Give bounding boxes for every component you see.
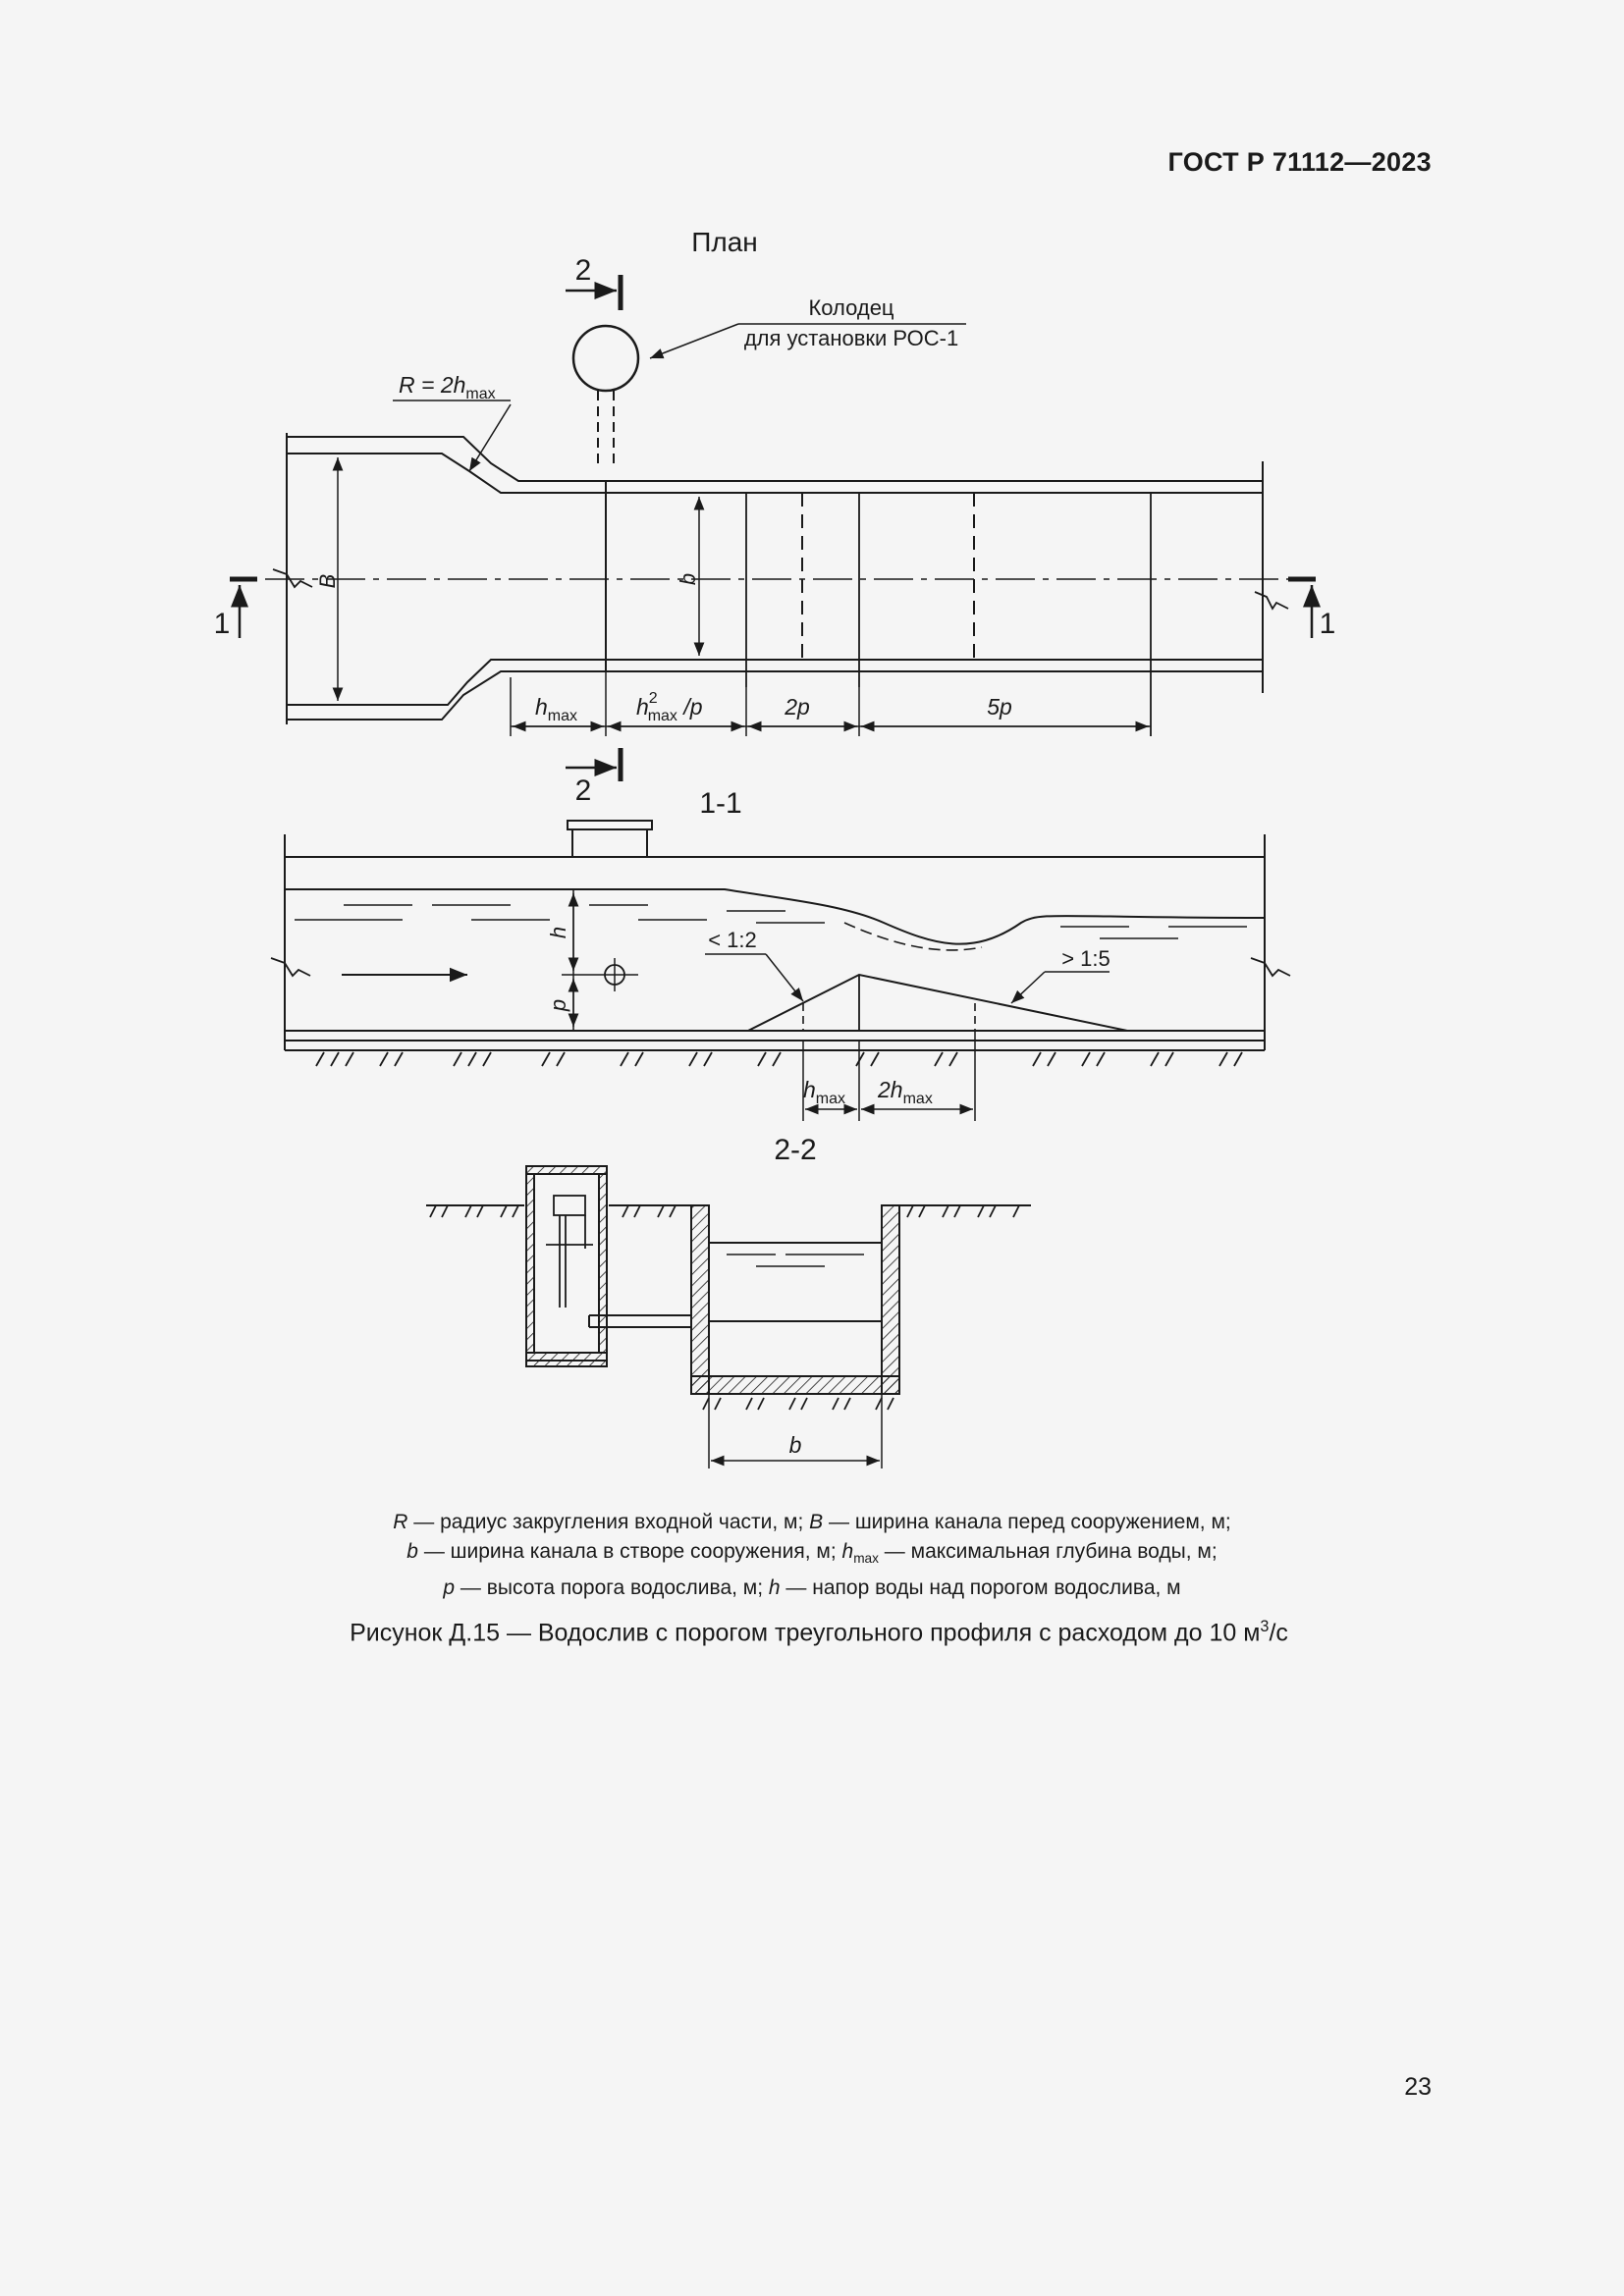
dim-b-plan: b — [676, 572, 700, 586]
well-label-line2: для установки РОС-1 — [743, 326, 959, 350]
legend-line-2: b — ширина канала в створе сооружения, м; $h_{max}$ — максимальная глубина воды, м; — [406, 1540, 1218, 1567]
legend-line-3: p — высота порога водослива, м; h — напор воды над порогом водослива, м — [443, 1576, 1181, 1600]
section-1-1 — [271, 787, 1290, 1121]
dim-h: h — [546, 926, 570, 939]
figure-caption: Рисунок Д.15 — Водослив с порогом треугольного профиля с расходом до 10 $м^3/с$ — [350, 1618, 1288, 1647]
dim-hmax: $h_{max}$ — [535, 694, 578, 724]
section-marker-2-top — [566, 254, 621, 310]
svg-text:1: 1 — [213, 608, 231, 640]
slope-up-label: < 1:2 — [708, 928, 757, 952]
section-2-2-title: 2-2 — [774, 1134, 817, 1166]
dim-2p: 2p — [785, 694, 810, 720]
slope-down-label: > 1:5 — [1061, 946, 1110, 971]
dim-h2max-p: $h^2$ max /p — [636, 690, 703, 724]
svg-text:2: 2 — [574, 254, 592, 287]
dim-p: p — [546, 998, 570, 1012]
well-label-line1: Колодец — [808, 295, 894, 320]
section-marker-2-bottom — [566, 748, 621, 807]
dim-B: B — [315, 573, 340, 589]
page-number: 23 — [1404, 2073, 1432, 2101]
document-code: ГОСТ Р 71112—2023 — [1167, 147, 1432, 177]
dim-section-hmax: $h_{max}$ — [803, 1077, 846, 1107]
svg-text:1: 1 — [1319, 608, 1336, 640]
dim-5p: 5p — [987, 694, 1012, 720]
dim-b-section: b — [788, 1432, 802, 1458]
section-marker-1-right — [1288, 579, 1335, 640]
plan-title: План — [691, 227, 758, 257]
plan-view — [214, 227, 1336, 807]
figure-legend — [0, 1508, 1624, 1603]
radius-label: $R = 2h_{max}$ — [399, 372, 496, 402]
section-1-1-title: 1-1 — [699, 787, 742, 820]
svg-text:2: 2 — [574, 774, 592, 807]
section-marker-1-left — [214, 579, 257, 640]
legend-line-1: R — радиус закругления входной части, м; B — ширина канала перед сооружением, м; — [393, 1511, 1231, 1533]
section-2-2 — [426, 1134, 1031, 1468]
well-circle — [573, 326, 638, 391]
dim-section-2hmax: $2h_{max}$ — [878, 1077, 933, 1107]
